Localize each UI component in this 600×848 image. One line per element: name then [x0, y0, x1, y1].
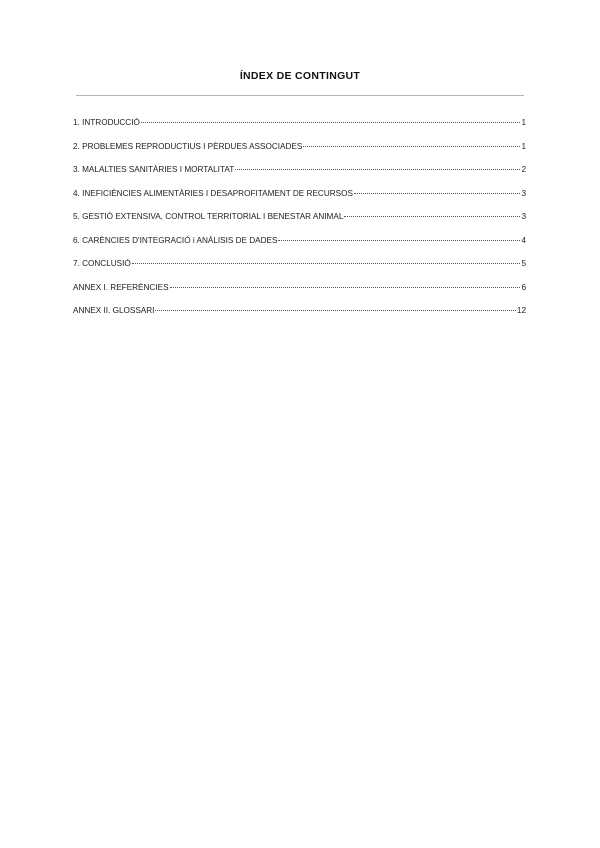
toc-entry-label: 2. PROBLEMES REPRODUCTIUS I PÈRDUES ASSOCIADES: [73, 141, 303, 151]
toc-entry-label: ANNEX II. GLOSSARI: [73, 306, 155, 315]
toc-page-number: 3: [521, 188, 526, 198]
toc-entry-label: 4. INEFICIÈNCIES ALIMENTÀRIES I DESAPROFITAMENT DE RECURSOS: [73, 188, 353, 198]
toc-dot-leader: [132, 263, 521, 264]
toc-entry-annex-referencies[interactable]: [73, 283, 526, 307]
toc-entry-problemes-reproductius[interactable]: [73, 142, 526, 166]
toc-entry-conclusio[interactable]: [73, 259, 526, 283]
toc-page-number: 5: [521, 259, 526, 268]
toc-entry-label: 6. CARÈNCIES D'INTEGRACIÓ i ANÀLISIS DE DADES: [73, 235, 278, 245]
toc-page-number: 6: [521, 282, 526, 292]
toc-dot-leader: [141, 122, 521, 123]
toc-entry-label: 3. MALALTIES SANITÀRIES I MORTALITAT: [73, 165, 235, 174]
table-of-contents: [73, 118, 526, 330]
toc-dot-leader: [278, 240, 520, 241]
toc-entry-annex-glossari[interactable]: [73, 306, 526, 330]
toc-dot-leader: [344, 216, 520, 217]
toc-page-number: 4: [521, 235, 526, 245]
toc-page-number: 1: [521, 141, 526, 151]
toc-entry-introduccio[interactable]: [73, 118, 526, 142]
toc-entry-carencies-integracio[interactable]: [73, 236, 526, 260]
toc-entry-ineficiencies-alimentaries[interactable]: [73, 189, 526, 213]
toc-page-number: 12: [516, 306, 526, 315]
toc-dot-leader: [235, 169, 520, 170]
toc-entry-label: ANNEX I. REFERÈNCIES: [73, 282, 169, 292]
page-title: ÍNDEX DE CONTINGUT: [239, 70, 361, 82]
toc-dot-leader: [155, 310, 515, 311]
toc-dot-leader: [303, 146, 520, 147]
toc-dot-leader: [354, 193, 520, 194]
toc-entry-label: 7. CONCLUSIÓ: [73, 259, 131, 268]
title-divider: [76, 95, 524, 96]
toc-entry-malalties-sanitaries[interactable]: [73, 165, 526, 189]
toc-page-number: 1: [521, 118, 526, 127]
toc-entry-label: 1. INTRODUCCIÓ: [73, 118, 140, 127]
toc-dot-leader: [170, 287, 521, 288]
toc-entry-gestio-extensiva[interactable]: [73, 212, 526, 236]
toc-page-number: 2: [521, 165, 526, 174]
toc-page-number: 3: [521, 212, 526, 221]
toc-entry-label: 5. GESTIÓ EXTENSIVA, CONTROL TERRITORIAL I BENESTAR ANIMAL: [73, 212, 344, 221]
